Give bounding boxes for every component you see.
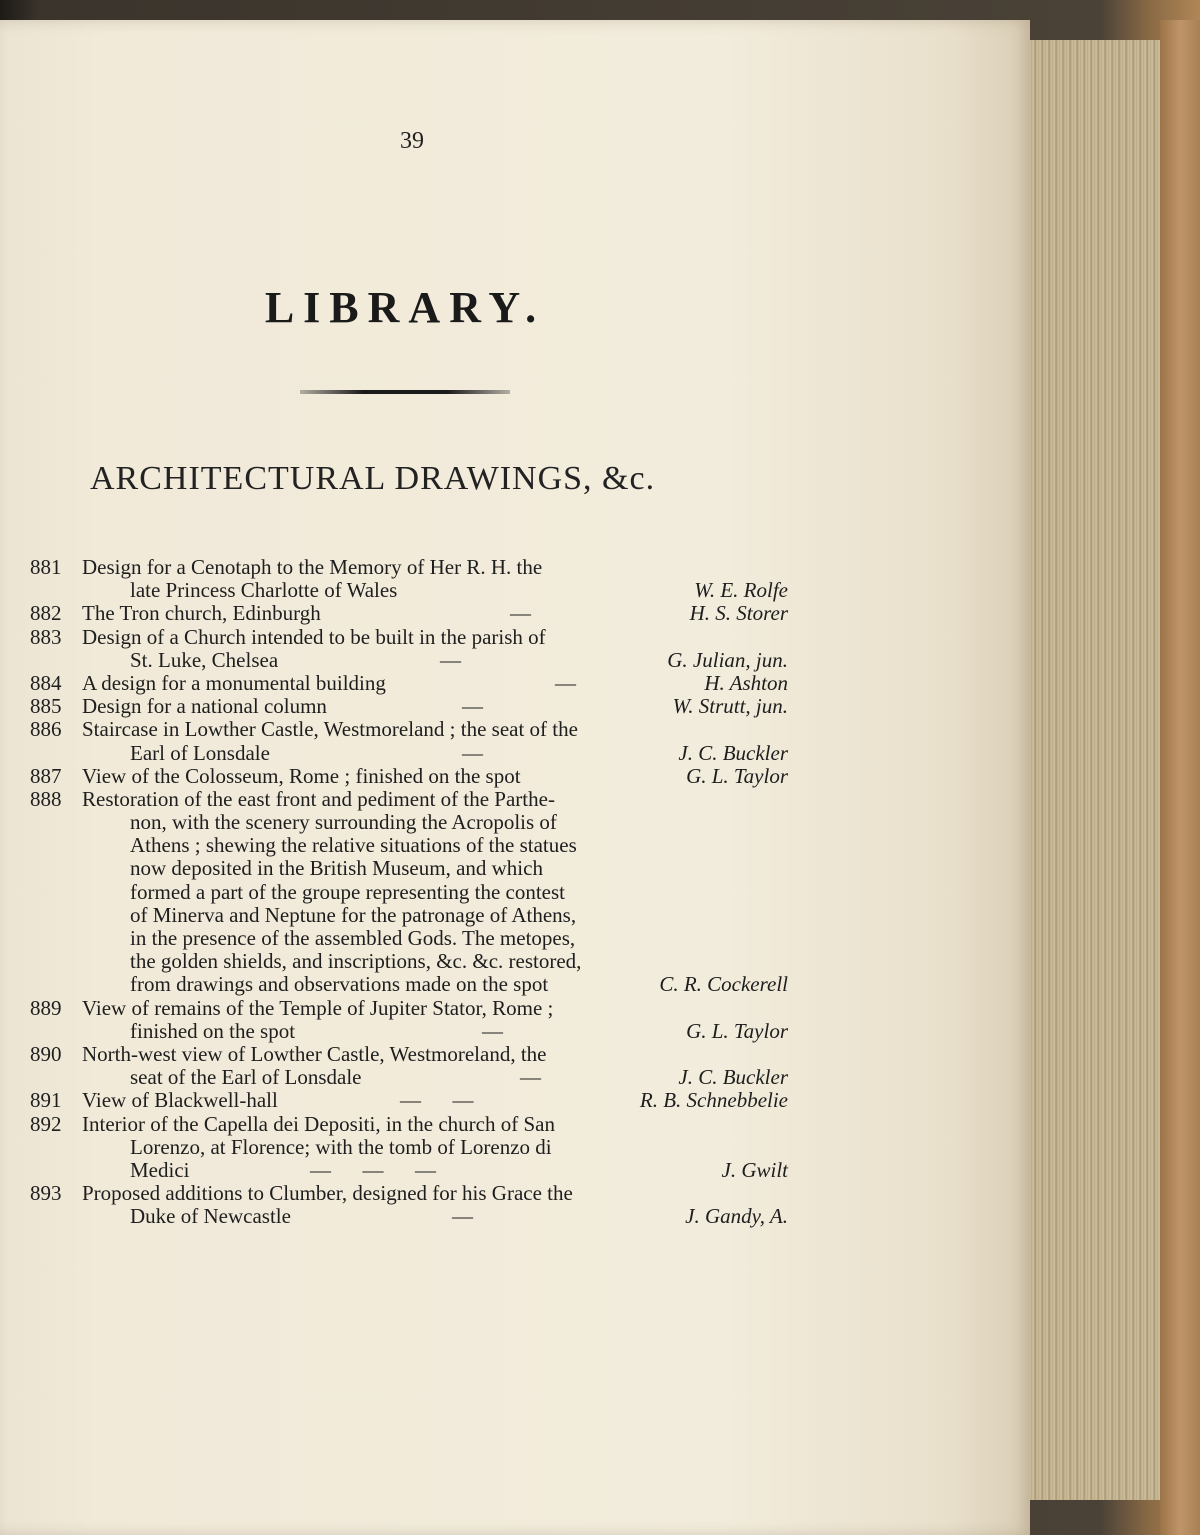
entry-number: 884 xyxy=(30,670,62,695)
entry-line xyxy=(30,695,800,718)
entry-text: in the presence of the assembled Gods. The metopes, xyxy=(130,926,576,950)
catalogue-entry xyxy=(30,602,800,625)
entry-line xyxy=(30,672,800,695)
entry-text: Design for a national column xyxy=(82,694,327,719)
catalogue-entry xyxy=(30,1043,800,1089)
entry-text: the golden shields, and inscriptions, &c. &c. restored, xyxy=(130,949,582,974)
entry-artist: W. E. Rolfe xyxy=(694,578,788,603)
entry-dash: — xyxy=(462,694,483,719)
catalogue-entry xyxy=(30,788,800,997)
entry-line xyxy=(30,1159,800,1182)
catalogue-entry xyxy=(30,765,800,788)
entry-dash: — xyxy=(555,670,576,695)
entry-line xyxy=(30,556,800,579)
entry-text: late Princess Charlotte of Wales xyxy=(130,578,398,603)
entry-number: 892 xyxy=(30,1111,62,1136)
entry-line xyxy=(30,973,800,996)
entry-artist: J. Gwilt xyxy=(721,1157,788,1182)
entry-line xyxy=(30,579,800,602)
catalogue-entry xyxy=(30,695,800,718)
entry-text: non, with the scenery surrounding the Acropolis of xyxy=(130,810,557,835)
entry-line xyxy=(30,1205,800,1228)
entry-text: View of remains of the Temple of Jupiter Stator, Rome ; xyxy=(82,995,554,1020)
entry-text: Design of a Church intended to be built in the parish of xyxy=(82,624,546,649)
entry-dash: — — — xyxy=(310,1157,436,1182)
entry-number: 890 xyxy=(30,1041,62,1066)
entry-artist: H. Ashton xyxy=(704,670,788,695)
entry-line xyxy=(30,927,800,950)
entry-text: Restoration of the east front and pediment of the Parthe- xyxy=(82,786,555,811)
entry-dash: — — xyxy=(400,1088,474,1113)
book-page xyxy=(0,20,1030,1535)
entry-line xyxy=(30,1182,800,1205)
entry-line xyxy=(30,1043,800,1066)
entry-number: 891 xyxy=(30,1088,62,1113)
entry-number: 886 xyxy=(30,717,62,742)
entry-dash: — xyxy=(440,647,461,672)
entry-line xyxy=(30,950,800,973)
entry-text: Interior of the Capella dei Depositi, in the church of San xyxy=(82,1111,555,1136)
page-number: 39 xyxy=(400,128,424,154)
page-edges xyxy=(1030,40,1163,1500)
catalogue-entry xyxy=(30,718,800,764)
entry-text: Athens ; shewing the relative situations of the statues xyxy=(130,833,577,858)
entry-line xyxy=(30,1020,800,1043)
entry-text: St. Luke, Chelsea xyxy=(130,647,279,672)
catalogue-entry xyxy=(30,997,800,1043)
entry-line xyxy=(30,904,800,927)
entry-text: View of the Colosseum, Rome ; finished on the spot xyxy=(82,763,521,788)
catalogue-list xyxy=(30,556,800,1228)
entry-line xyxy=(30,1089,800,1112)
entry-artist: J. Gandy, A. xyxy=(685,1204,788,1229)
entry-text: A design for a monumental building xyxy=(82,670,386,695)
entry-line xyxy=(30,811,800,834)
decorative-rule xyxy=(300,390,510,394)
page-title: LIBRARY. xyxy=(264,283,546,332)
entry-artist: W. Strutt, jun. xyxy=(672,694,788,719)
entry-dash: — xyxy=(520,1065,541,1090)
entry-number: 885 xyxy=(30,694,62,719)
entry-dash: — xyxy=(510,601,531,626)
entry-line xyxy=(30,788,800,811)
entry-number: 888 xyxy=(30,786,62,811)
entry-artist: G. Julian, jun. xyxy=(667,647,788,672)
entry-text: Proposed additions to Clumber, designed for his Grace the xyxy=(82,1181,573,1206)
catalogue-entry xyxy=(30,556,800,602)
catalogue-entry xyxy=(30,1113,800,1183)
entry-text: now deposited in the British Museum, and which xyxy=(130,856,543,881)
entry-text: View of Blackwell-hall xyxy=(82,1088,278,1113)
entry-text: Staircase in Lowther Castle, Westmoreland ; the seat of the xyxy=(82,717,578,742)
entry-dash: — xyxy=(452,1204,473,1229)
entry-artist: R. B. Schnebbelie xyxy=(639,1088,788,1113)
entry-line xyxy=(30,718,800,741)
entry-line xyxy=(30,602,800,625)
entry-text: finished on the spot xyxy=(130,1018,296,1043)
entry-number: 882 xyxy=(30,601,62,626)
catalogue-entry xyxy=(30,1089,800,1112)
entry-line xyxy=(30,857,800,880)
entry-line xyxy=(30,881,800,904)
entry-line xyxy=(30,997,800,1020)
catalogue-entry xyxy=(30,1182,800,1228)
entry-text: formed a part of the groupe representing the contest xyxy=(130,879,566,904)
entry-number: 887 xyxy=(30,763,62,788)
entry-artist: J. C. Buckler xyxy=(678,740,788,765)
entry-text: of Minerva and Neptune for the patronage of Athens, xyxy=(130,902,577,927)
section-heading: ARCHITECTURAL DRAWINGS, &c. xyxy=(90,460,656,497)
entry-text: The Tron church, Edinburgh xyxy=(82,601,321,626)
entry-line xyxy=(30,742,800,765)
entry-dash: — xyxy=(482,1018,503,1043)
book-board xyxy=(1160,20,1200,1535)
entry-number: 893 xyxy=(30,1181,62,1206)
catalogue-entry xyxy=(30,672,800,695)
entry-text: North-west view of Lowther Castle, Westmoreland, the xyxy=(82,1041,547,1066)
entry-line xyxy=(30,765,800,788)
entry-text: seat of the Earl of Lonsdale xyxy=(130,1065,362,1090)
entry-artist: J. C. Buckler xyxy=(678,1065,788,1090)
entry-artist: H. S. Storer xyxy=(689,601,788,626)
entry-line xyxy=(30,834,800,857)
entry-text: from drawings and observations made on the spot xyxy=(130,972,549,997)
entry-line xyxy=(30,626,800,649)
entry-line xyxy=(30,1113,800,1136)
entry-artist: G. L. Taylor xyxy=(686,763,788,788)
entry-text: Medici xyxy=(130,1157,190,1182)
catalogue-entry xyxy=(30,626,800,672)
entry-artist: C. R. Cockerell xyxy=(659,972,788,997)
entry-number: 883 xyxy=(30,624,62,649)
entry-artist: G. L. Taylor xyxy=(686,1018,788,1043)
entry-line xyxy=(30,649,800,672)
entry-number: 889 xyxy=(30,995,62,1020)
entry-text: Duke of Newcastle xyxy=(130,1204,291,1229)
entry-text: Design for a Cenotaph to the Memory of Her R. H. the xyxy=(82,555,543,579)
entry-text: Lorenzo, at Florence; with the tomb of Lorenzo di xyxy=(130,1134,552,1159)
entry-text: Earl of Lonsdale xyxy=(130,740,270,765)
entry-number: 881 xyxy=(30,555,62,579)
entry-line xyxy=(30,1066,800,1089)
entry-line xyxy=(30,1136,800,1159)
entry-dash: — xyxy=(462,740,483,765)
